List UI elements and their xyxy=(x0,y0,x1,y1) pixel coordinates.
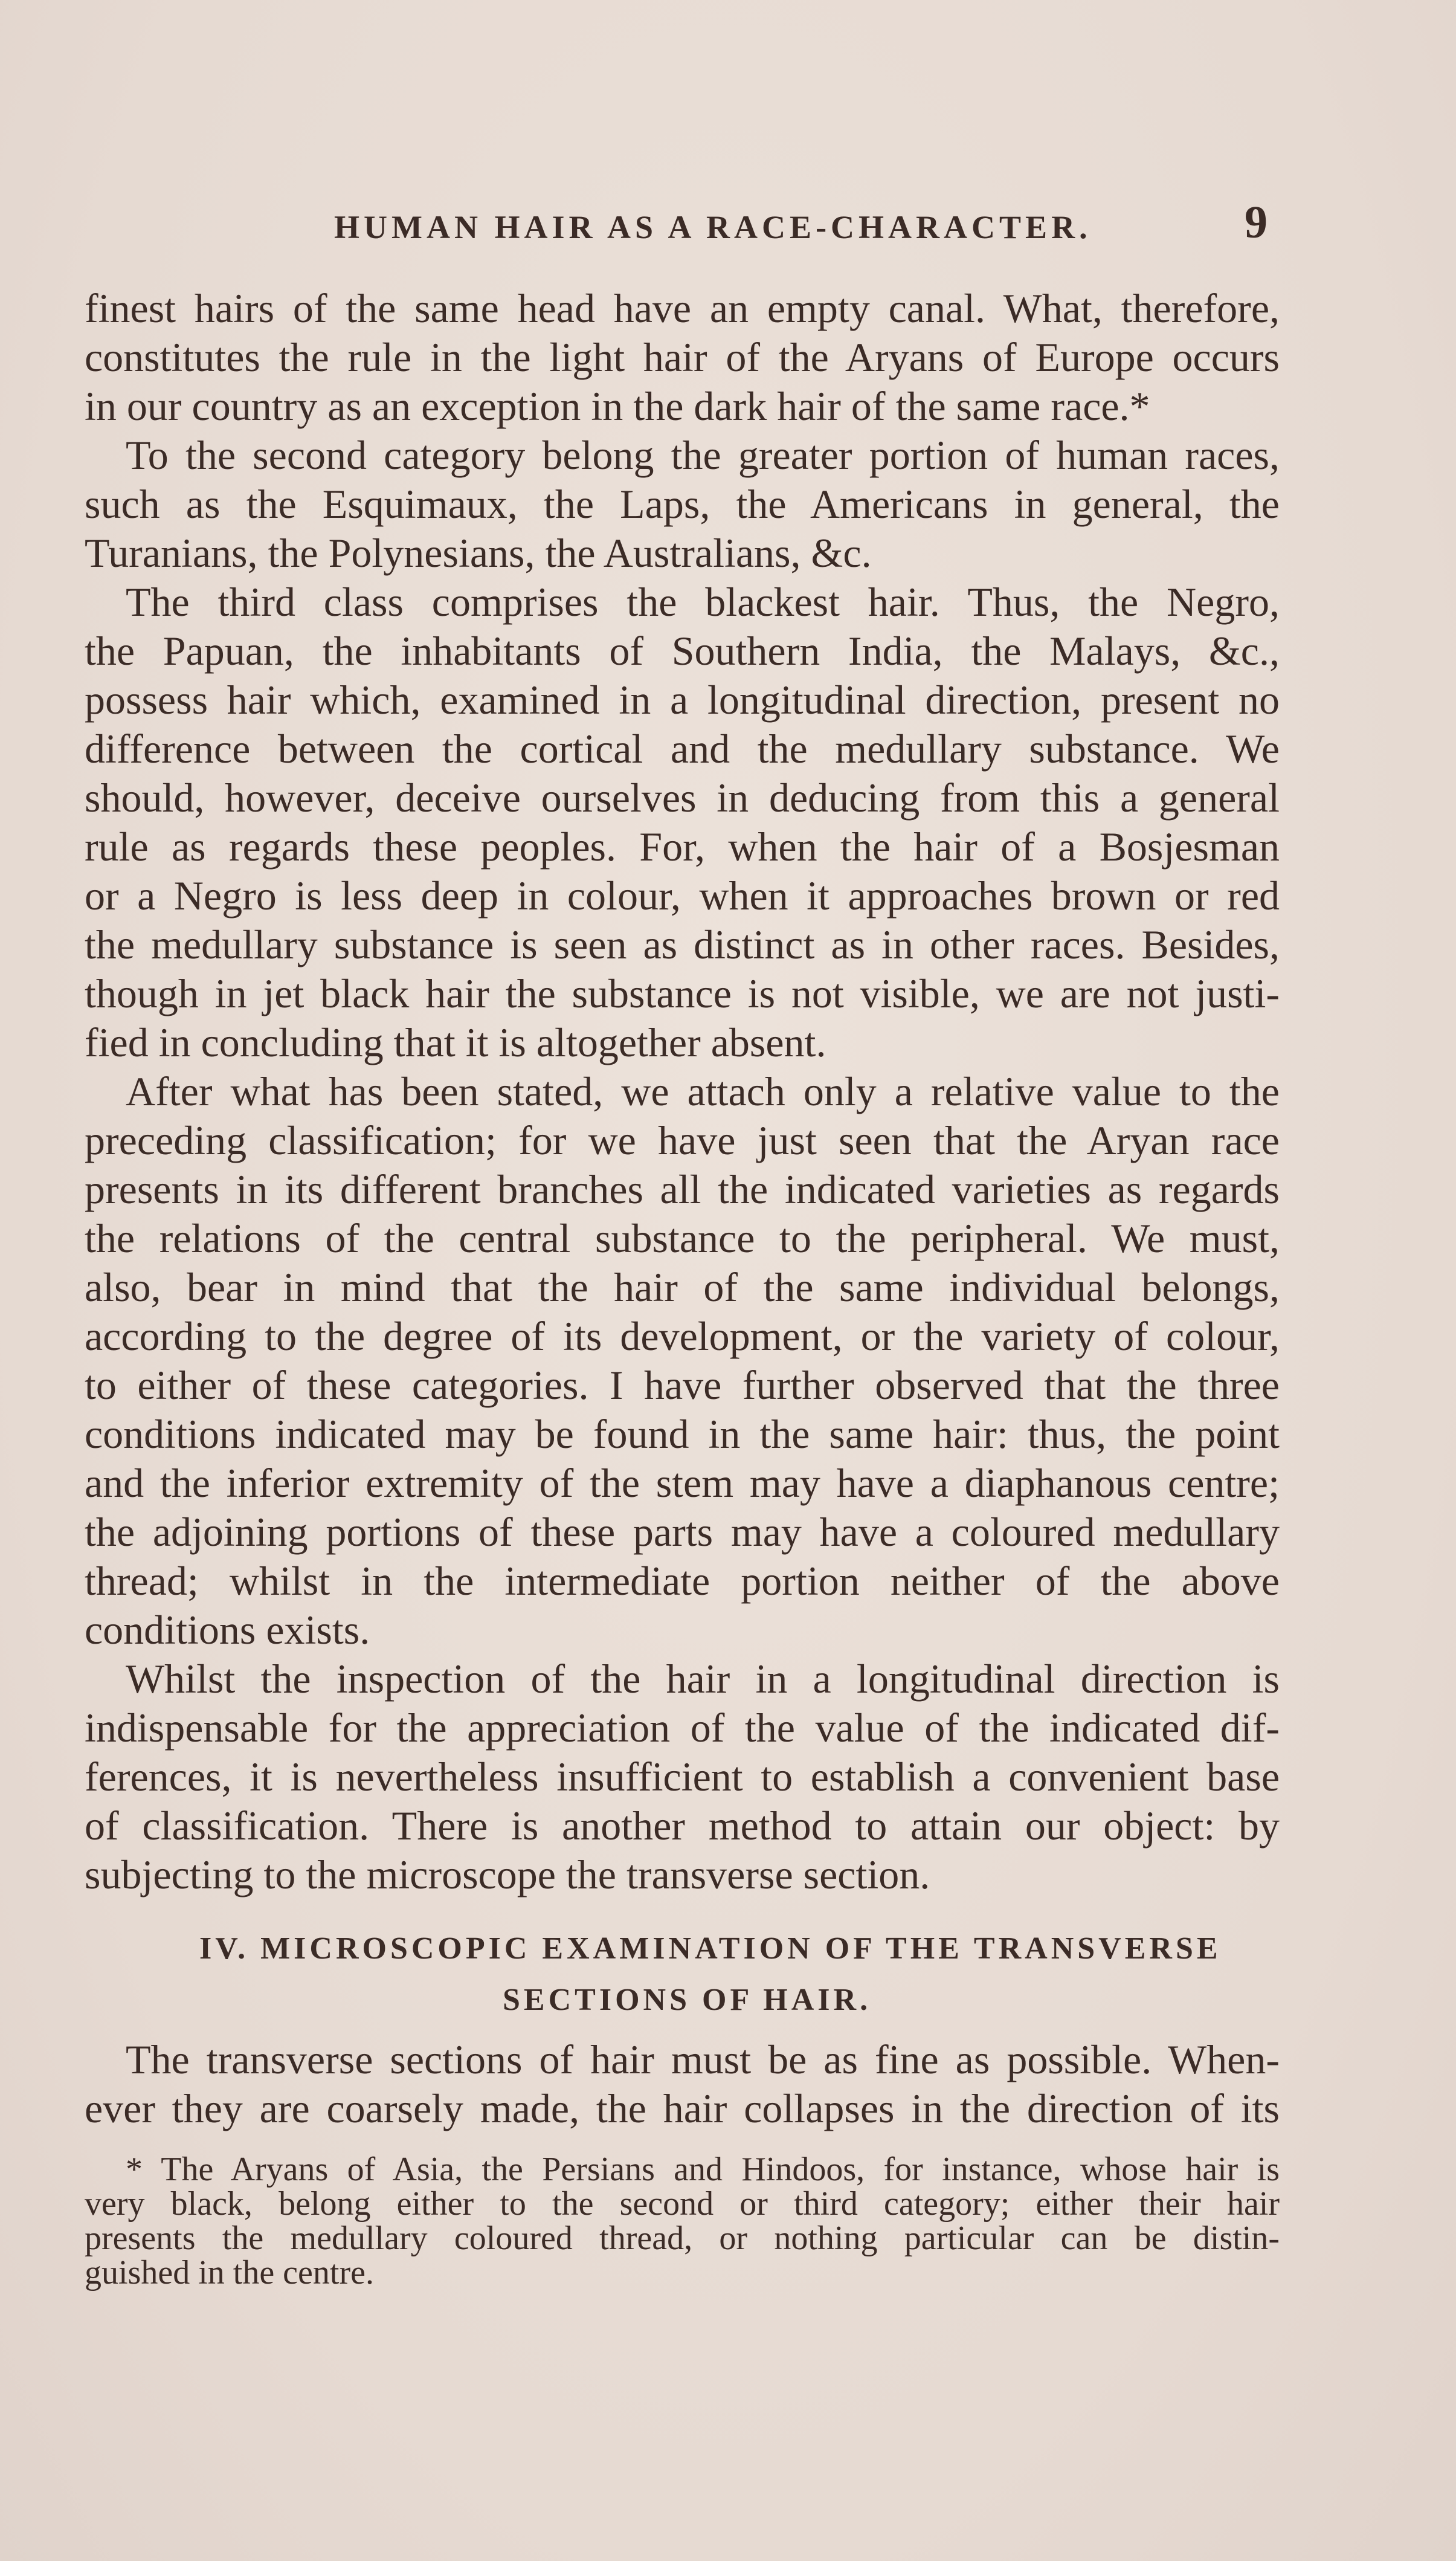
text-line: Whilst the inspection of the hair in a longitudinal direction is xyxy=(126,1656,1280,1702)
text-line: according to the degree of its development, or the variety of colour, xyxy=(85,1313,1280,1359)
text-line: indispensable for the appreciation of the value of the indicated dif- xyxy=(85,1705,1280,1751)
text-line: very black, belong either to the second or third category; either their hair xyxy=(85,2185,1280,2223)
text-line: ferences, it is nevertheless insufficient to establish a convenient base xyxy=(85,1754,1280,1800)
text-line: constitutes the rule in the light hair of the Aryans of Europe occurs xyxy=(85,334,1280,380)
text-line: the relations of the central substance to the peripheral. We must, xyxy=(85,1215,1280,1261)
text-line: presents in its different branches all the indicated varieties as regards xyxy=(85,1166,1280,1212)
text-line: * The Aryans of Asia, the Persians and Hindoos, for instance, whose hair is xyxy=(126,2151,1280,2188)
text-line: fied in concluding that it is altogether absent. xyxy=(85,1019,826,1065)
text-line: thread; whilst in the intermediate portion neither of the above xyxy=(85,1558,1280,1604)
text-line: possess hair which, examined in a longitudinal direction, present no xyxy=(85,677,1280,723)
text-line: such as the Esquimaux, the Laps, the Americans in general, the xyxy=(85,481,1280,527)
running-title: HUMAN HAIR AS A RACE-CHARACTER. xyxy=(334,209,1092,245)
text-line: finest hairs of the same head have an empty canal. What, therefore, xyxy=(85,285,1280,331)
text-line: The third class comprises the blackest hair. Thus, the Negro, xyxy=(126,579,1280,625)
text-line: preceding classification; for we have just seen that the Aryan race xyxy=(85,1117,1280,1163)
text-line: of classification. There is another method to attain our object: by xyxy=(85,1803,1280,1849)
text-line: conditions indicated may be found in the same hair: thus, the point xyxy=(85,1411,1280,1457)
body-text-continued xyxy=(85,2035,1280,2133)
body-text xyxy=(85,284,1280,1899)
text-line: to either of these categories. I have further observed that the three xyxy=(85,1362,1280,1408)
text-line: and the inferior extremity of the stem may have a diaphanous centre; xyxy=(85,1460,1280,1506)
text-line: also, bear in mind that the hair of the same individual belongs, xyxy=(85,1264,1280,1310)
text-line: guished in the centre. xyxy=(85,2254,374,2291)
footnote xyxy=(85,2152,1280,2290)
text-line: should, however, deceive ourselves in deducing from this a general xyxy=(85,775,1280,821)
text-line: in our country as an exception in the dark hair of the same race.* xyxy=(85,383,1150,429)
text-line: Turanians, the Polynesians, the Australians, &c. xyxy=(85,530,872,576)
text-line: presents the medullary coloured thread, or nothing particular can be distin- xyxy=(85,2220,1280,2257)
text-line: After what has been stated, we attach only a relative value to the xyxy=(126,1068,1280,1114)
text-line: or a Negro is less deep in colour, when it approaches brown or red xyxy=(85,873,1280,919)
section-heading-line-1: IV. MICROSCOPIC EXAMINATION OF THE TRANSVERSE xyxy=(199,1931,1222,1966)
page-number: 9 xyxy=(1245,197,1268,248)
section-heading-line-2: SECTIONS OF HAIR. xyxy=(503,1983,872,2017)
text-line: ever they are coarsely made, the hair collapses in the direction of its xyxy=(85,2085,1280,2131)
text-line: The transverse sections of hair must be as fine as possible. When- xyxy=(126,2036,1280,2082)
text-line: To the second category belong the greater portion of human races, xyxy=(126,432,1280,478)
text-line: difference between the cortical and the medullary substance. We xyxy=(85,726,1280,772)
text-line: the Papuan, the inhabitants of Southern India, the Malays, &c., xyxy=(85,628,1280,674)
text-line: though in jet black hair the substance is not visible, we are not justi- xyxy=(85,970,1280,1016)
text-line: the adjoining portions of these parts may have a coloured medullary xyxy=(85,1509,1280,1555)
text-line: conditions exists. xyxy=(85,1607,370,1653)
text-line: subjecting to the microscope the transverse section. xyxy=(85,1852,930,1897)
text-line: rule as regards these peoples. For, when the hair of a Bosjesman xyxy=(85,824,1280,870)
text-line: the medullary substance is seen as distinct as in other races. Besides, xyxy=(85,922,1280,967)
